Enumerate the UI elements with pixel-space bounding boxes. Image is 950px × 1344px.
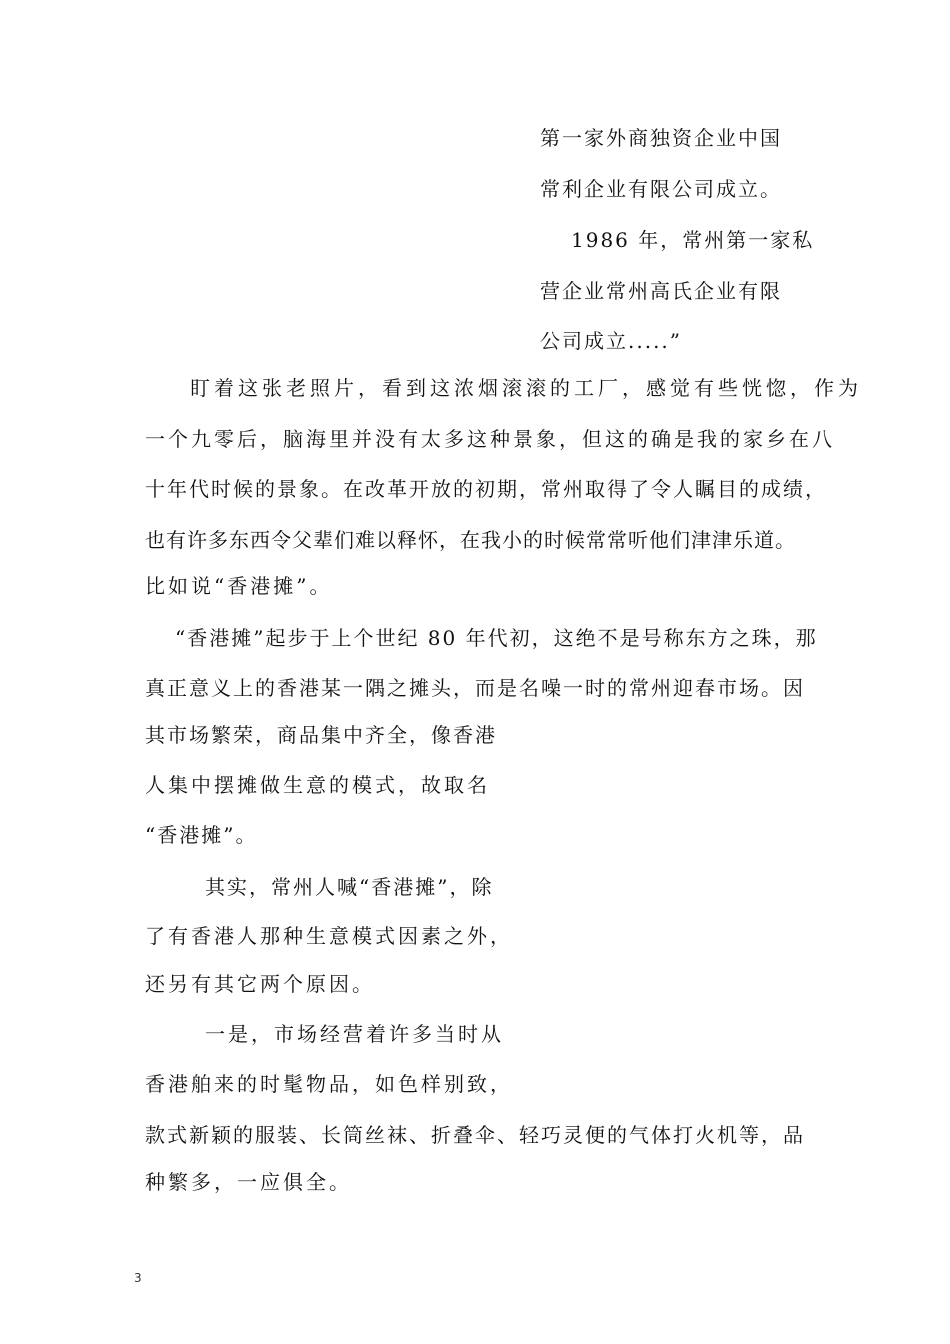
paragraph-line: “香港摊”起步于上个世纪 80 年代初，这绝不是号称东方之珠，那 — [175, 626, 818, 650]
paragraph-line: 其市场繁荣，商品集中齐全，像香港 — [145, 723, 497, 747]
quote-line: 1986 年，常州第一家私 — [571, 228, 815, 252]
paragraph-line: 比如说“香港摊”。 — [145, 574, 333, 598]
page-number: 3 — [134, 1271, 142, 1285]
paragraph-line: 一个九零后，脑海里并没有太多这种景象，但这的确是我的家乡在八 — [145, 427, 835, 451]
paragraph-line: 也有许多东西令父辈们难以释怀，在我小的时候常常听他们津津乐道。 — [145, 528, 796, 552]
paragraph-line: 款式新颖的服装、长筒丝袜、折叠伞、轻巧灵便的气体打火机等，品 — [145, 1123, 805, 1147]
paragraph-line: 其实，常州人喊“香港摊”，除 — [205, 875, 494, 899]
paragraph-line: 十年代时候的景象。在改革开放的初期，常州取得了令人瞩目的成绩， — [145, 477, 827, 501]
paragraph-line: 了有香港人那种生意模式因素之外， — [145, 924, 513, 948]
quote-line: 常利企业有限公司成立。 — [540, 177, 782, 201]
quote-line: 第一家外商独资企业中国 — [540, 126, 782, 150]
paragraph-line: 香港舶来的时髦物品，如色样别致， — [145, 1072, 513, 1096]
paragraph-line: “香港摊”。 — [145, 823, 258, 847]
quote-line: 公司成立.....” — [540, 329, 683, 353]
paragraph-line: 盯着这张老照片，看到这浓烟滚滚的工厂，感觉有些恍惚，作为 — [190, 376, 862, 400]
quote-line: 营企业常州高氏企业有限 — [540, 279, 782, 303]
paragraph-line: 真正意义上的香港某一隅之摊头，而是名噪一时的常州迎春市场。因 — [145, 676, 805, 700]
paragraph-line: 还另有其它两个原因。 — [145, 972, 375, 996]
paragraph-line: 一是，市场经营着许多当时从 — [205, 1022, 504, 1046]
paragraph-line: 人集中摆摊做生意的模式，故取名 — [145, 773, 490, 797]
paragraph-line: 种繁多，一应俱全。 — [145, 1170, 352, 1194]
